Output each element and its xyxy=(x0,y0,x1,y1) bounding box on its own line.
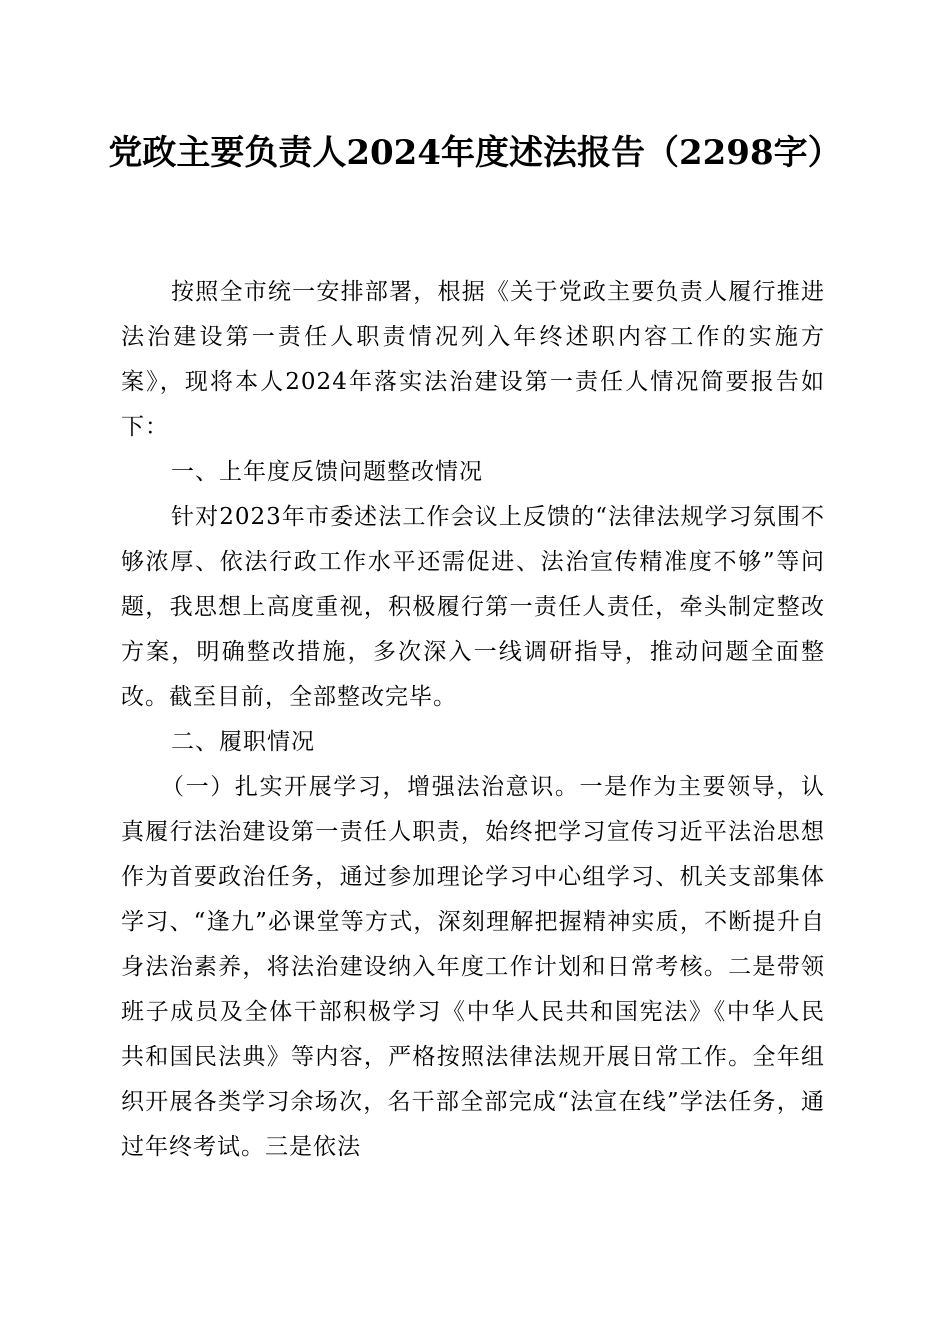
document-body xyxy=(121,270,825,1170)
section-heading-1: 一、上年度反馈问题整改情况 xyxy=(171,459,483,485)
section2-paragraph-1: （一）扎实开展学习，增强法治意识。一是作为主要领导，认真履行法治建设第一责任人职责，始终把学习宣传习近平法治思想作为首要政治任务，通过参加理论学习中心组学习、机关支部集体学习、“逢九”必课堂等方式，深刻理解把握精神实质，不断提升自身法治素养，将法治建设纳入年度工作计划和日常考核。二是带领班子成员及全体干部积极学习《中华人民共和国宪法》《中华人民共和国民法典》等内容，严格按照法律法规开展日常工作。全年组织开展各类学习余场次，名干部全部完成“法宣在线”学法任务，通过年终考试。三是依法 xyxy=(121,774,825,1160)
section1-paragraph: 针对2023年市委述法工作会议上反馈的“法律法规学习氛围不够浓厚、依法行政工作水平还需促进、法治宣传精准度不够”等问题，我思想上高度重视，积极履行第一责任人责任，牵头制定整改方案，明确整改措施，多次深入一线调研指导，推动问题全面整改。截至目前，全部整改完毕。 xyxy=(121,504,825,710)
section-heading-2: 二、履职情况 xyxy=(171,729,315,755)
document-title: 党政主要负责人2024年度述法报告（2298字） xyxy=(108,133,842,173)
intro-paragraph: 按照全市统一安排部署，根据《关于党政主要负责人履行推进法治建设第一责任人职责情况列入年终述职内容工作的实施方案》，现将本人2024年落实法治建设第一责任人情况简要报告如下： xyxy=(121,279,825,440)
